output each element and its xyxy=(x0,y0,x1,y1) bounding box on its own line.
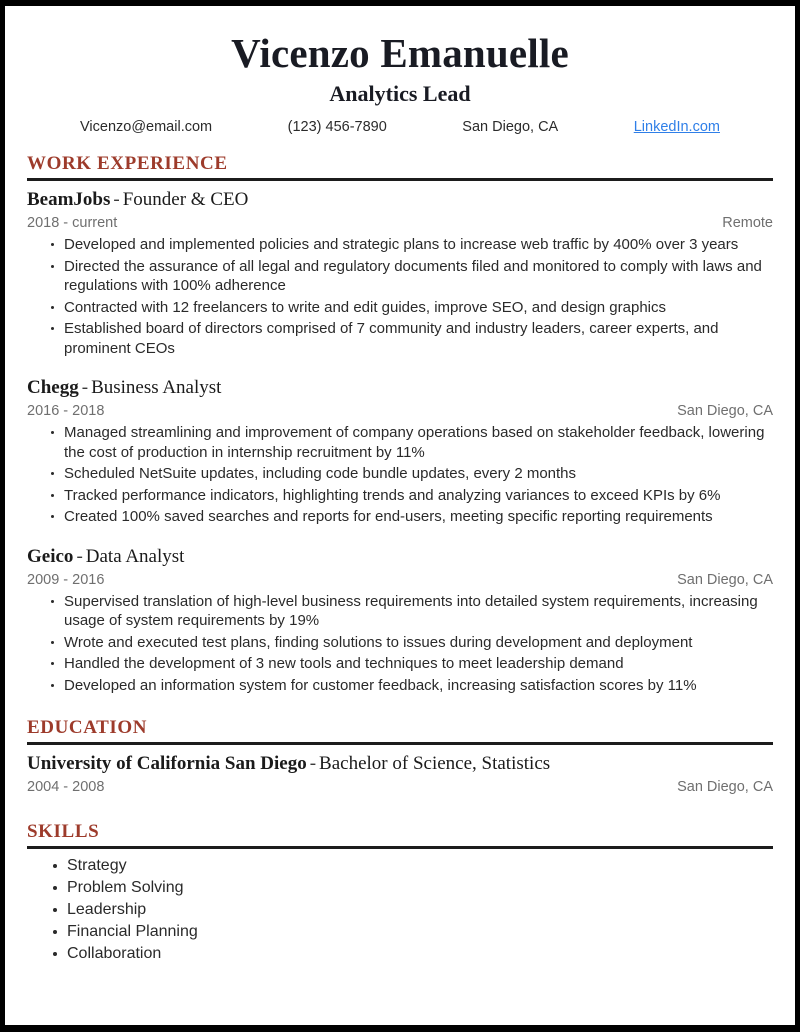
section-education xyxy=(27,717,773,797)
experience-meta-line xyxy=(27,402,773,421)
title-separator: - xyxy=(113,189,120,210)
experience-meta-line xyxy=(27,571,773,590)
bullet-item: Managed streamlining and improvement of company operations based on stakeholder feedback, lowering the cost of production in internship recruitment by 11% xyxy=(51,423,773,462)
bullet-item: Wrote and executed test plans, finding solutions to issues during development and deployment xyxy=(51,633,773,653)
title-separator: - xyxy=(76,545,83,567)
job-role: Data Analyst xyxy=(85,545,185,567)
company-name: Chegg xyxy=(27,377,79,398)
resume-page xyxy=(5,6,795,1025)
experience-entry xyxy=(27,375,773,527)
school-name: University of California San Diego xyxy=(27,753,307,774)
section-divider xyxy=(27,846,773,849)
section-divider xyxy=(27,742,773,745)
experience-bullet-list xyxy=(27,592,773,696)
page-title: Vicenzo Emanuelle xyxy=(231,30,569,76)
headline-title: Analytics Lead xyxy=(329,81,471,106)
contact-linkedin-link[interactable]: LinkedIn.com xyxy=(633,119,720,135)
experience-location: San Diego, CA xyxy=(677,571,773,588)
bullet-item: Developed an information system for customer feedback, increasing satisfaction scores by 11% xyxy=(51,676,773,696)
experience-entry xyxy=(27,544,773,696)
experience-meta-line xyxy=(27,214,773,233)
section-heading-work: WORK EXPERIENCE xyxy=(27,153,228,174)
bullet-item: Established board of directors comprised of 7 community and industry leaders, career experts, and prominent CEOs xyxy=(51,319,773,358)
experience-entry xyxy=(27,187,773,358)
job-role: Founder & CEO xyxy=(122,189,249,210)
list-item: Problem Solving xyxy=(51,877,773,899)
education-meta-line xyxy=(27,778,773,797)
experience-dates: 2018 - current xyxy=(27,215,118,231)
bullet-item: Tracked performance indicators, highlighting trends and analyzing variances to exceed KPIs by 6% xyxy=(51,486,773,506)
contact-row xyxy=(80,119,720,135)
skills-list xyxy=(27,855,773,965)
company-name: Geico xyxy=(27,545,74,567)
bullet-item: Handled the development of 3 new tools and techniques to meet leadership demand xyxy=(51,654,773,674)
contact-location: San Diego, CA xyxy=(462,119,559,135)
contact-phone[interactable]: (123) 456-7890 xyxy=(287,119,387,135)
job-role: Business Analyst xyxy=(91,377,222,398)
bullet-item: Directed the assurance of all legal and regulatory documents filed and monitored to comply with laws and regulations with 100% adherence xyxy=(51,257,773,296)
education-location: San Diego, CA xyxy=(677,779,773,795)
contact-email[interactable]: Vicenzo@email.com xyxy=(80,119,213,135)
section-divider xyxy=(27,178,773,181)
experience-title-line xyxy=(27,544,773,569)
list-item: Leadership xyxy=(51,899,773,921)
experience-title-line xyxy=(27,375,773,400)
experience-title-line xyxy=(27,187,773,212)
experience-dates: 2009 - 2016 xyxy=(27,571,105,588)
bullet-item: Supervised translation of high-level business requirements into detailed system requirements, increasing usage of system requirements by 19% xyxy=(51,592,773,631)
bullet-item: Created 100% saved searches and reports for end-users, meeting specific reporting requirements xyxy=(51,507,773,527)
degree-name: Bachelor of Science, Statistics xyxy=(319,753,551,774)
education-title-line xyxy=(27,751,773,776)
bullet-item: Contracted with 12 freelancers to write and edit guides, improve SEO, and design graphics xyxy=(51,298,773,318)
experience-dates: 2016 - 2018 xyxy=(27,403,105,419)
bullet-item: Developed and implemented policies and strategic plans to increase web traffic by 400% over 3 years xyxy=(51,235,773,255)
experience-bullet-list xyxy=(27,235,773,358)
section-heading-skills: SKILLS xyxy=(27,821,100,842)
title-separator: - xyxy=(81,377,89,398)
list-item: Financial Planning xyxy=(51,921,773,943)
experience-bullet-list xyxy=(27,423,773,527)
section-work-experience xyxy=(27,153,773,695)
education-entry xyxy=(27,751,773,797)
title-separator: - xyxy=(309,753,317,774)
list-item: Strategy xyxy=(51,855,773,877)
bullet-item: Scheduled NetSuite updates, including code bundle updates, every 2 months xyxy=(51,464,773,484)
section-skills xyxy=(27,821,773,965)
experience-location: San Diego, CA xyxy=(677,403,773,419)
company-name: BeamJobs xyxy=(27,189,111,210)
education-dates: 2004 - 2008 xyxy=(27,779,105,795)
section-heading-education: EDUCATION xyxy=(27,717,148,738)
resume-header xyxy=(27,30,773,135)
experience-location: Remote xyxy=(722,215,773,231)
list-item: Collaboration xyxy=(51,943,773,965)
